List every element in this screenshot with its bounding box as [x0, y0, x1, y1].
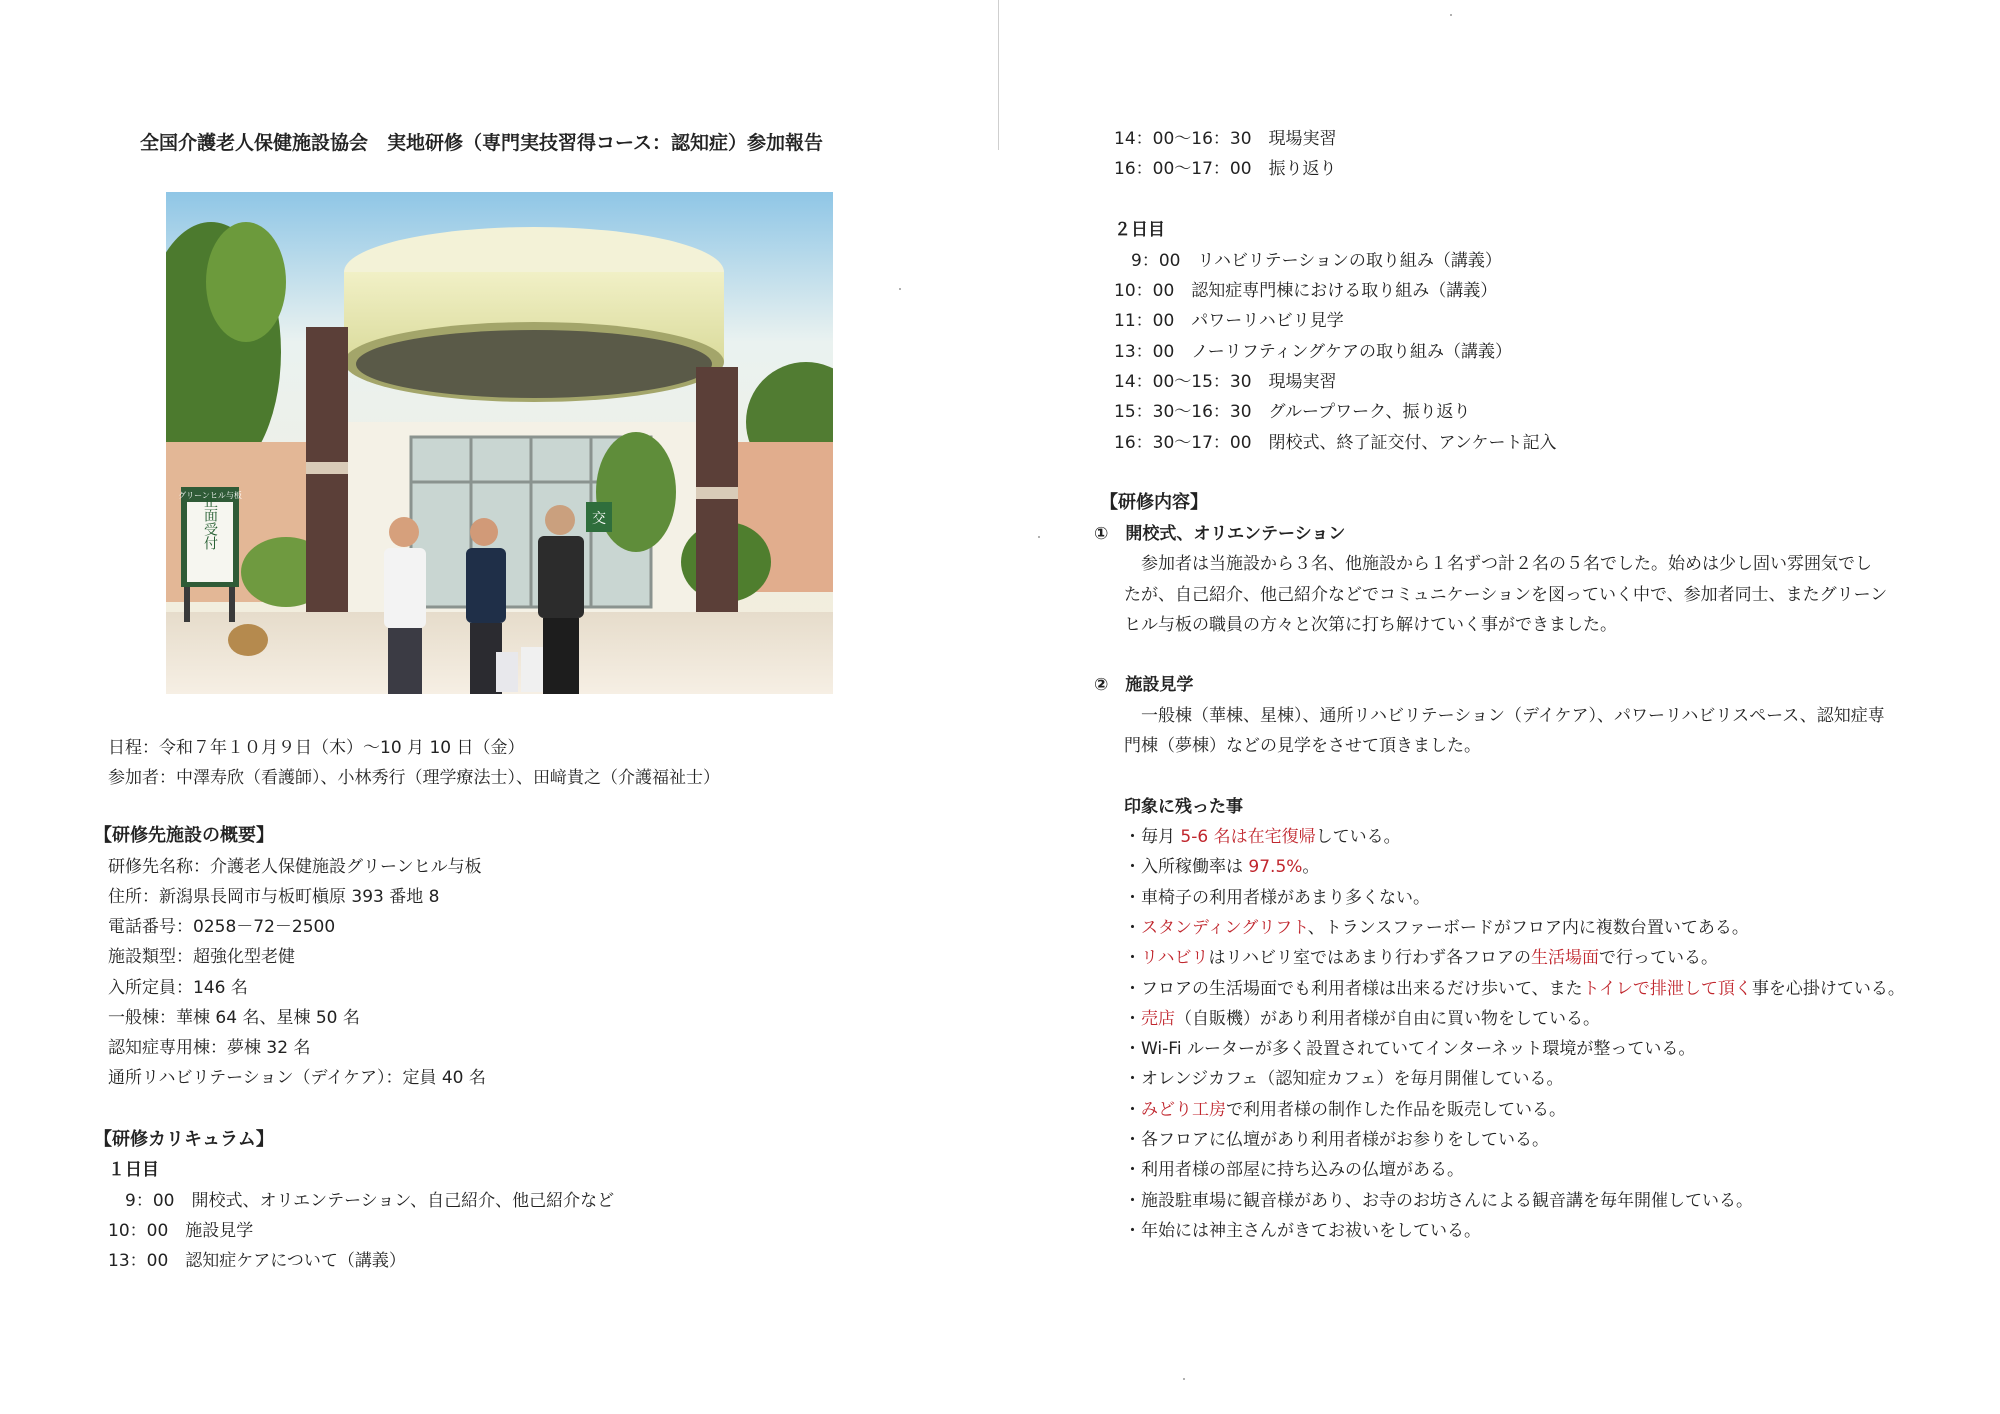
impression-text: 事を心掛けている。	[1751, 979, 1905, 999]
sign-reception-text: 正面受付	[202, 494, 218, 550]
scan-speck	[899, 288, 901, 290]
schedule-text: 日程：令和７年１０月９日（木）～10 月 10 日（金）	[108, 738, 525, 758]
impression-highlight: 売店	[1141, 1009, 1175, 1029]
impression-text: ・オレンジカフェ（認知症カフェ）を毎月開催している。	[1124, 1069, 1564, 1089]
impression-highlight: スタンディングリフト	[1141, 918, 1308, 938]
impression-text: ・車椅子の利用者様があまり多くない。	[1124, 888, 1430, 908]
sign-header-text: グリーンヒル与板	[178, 491, 242, 500]
facility-entrance-photo	[166, 192, 833, 694]
content-heading: 【研修内容】	[1100, 492, 1208, 513]
impression-item	[1124, 856, 1319, 878]
impression-text: ・施設駐車場に観音様があり、お寺のお坊さんによる観音講を毎年開催している。	[1124, 1191, 1753, 1211]
impression-text: ・	[1124, 1100, 1141, 1120]
section1-text: 参加者は当施設から３名、他施設から１名ずつ計２名の５名でした。始めは少し固い雰囲気でし	[1124, 554, 1872, 574]
impression-text: 。	[1302, 857, 1320, 877]
overview-item: 認知症専用棟：夢棟 32 名	[108, 1038, 311, 1058]
impression-text: はリハビリ室ではあまり行わず各フロアの	[1208, 948, 1531, 968]
impression-text: で利用者様の制作した作品を販売している。	[1226, 1100, 1566, 1120]
impression-text: ・年始には神主さんがきてお祓いをしている。	[1124, 1221, 1481, 1241]
overview-item: 施設類型：超強化型老健	[108, 947, 295, 967]
impression-highlight: 97.5%	[1248, 857, 1303, 877]
overview-item: 入所定員：146 名	[108, 978, 248, 998]
impression-text: している。	[1315, 827, 1401, 847]
day2-schedule-item: 10：00 認知症専門棟における取り組み（講義）	[1114, 281, 1498, 301]
impression-text: ・入所稼働率は	[1124, 857, 1249, 877]
day2-schedule-item: 11：00 パワーリハビリ見学	[1114, 311, 1344, 331]
impression-text: ・	[1124, 1009, 1141, 1029]
impression-text: ・	[1124, 948, 1141, 968]
scan-speck	[1450, 14, 1452, 16]
section2-text: 門棟（夢棟）などの見学をさせて頂きました。	[1124, 736, 1481, 756]
sign-right-text: 交	[592, 511, 606, 527]
impression-highlight: トイレで排泄して頂く	[1582, 979, 1752, 999]
scan-speck	[1183, 1378, 1185, 1380]
page-divider	[998, 0, 999, 150]
impression-item	[1124, 1159, 1464, 1181]
impression-text: ・Wi-Fi ルーターが多く設置されていてインターネット環境が整っている。	[1124, 1039, 1696, 1059]
impression-text: （自販機）があり利用者様が自由に買い物をしている。	[1175, 1009, 1600, 1029]
impression-item	[1124, 917, 1749, 939]
impression-item	[1124, 1190, 1753, 1212]
report-title: 全国介護老人保健施設協会 実地研修（専門実技習得コース：認知症）参加報告	[140, 132, 824, 154]
scan-speck	[1038, 536, 1040, 538]
overview-item: 通所リハビリテーション（デイケア）：定員 40 名	[108, 1068, 486, 1088]
overview-item: 一般棟：華棟 64 名、星棟 50 名	[108, 1008, 360, 1028]
impression-item	[1124, 887, 1430, 909]
day1-schedule-item: 14：00～16：30 現場実習	[1114, 129, 1337, 149]
day2-schedule-item: 9：00 リハビリテーションの取り組み（講義）	[1114, 251, 1502, 271]
impression-text: ・毎月	[1124, 827, 1181, 847]
section1-text: たが、自己紹介、他己紹介などでコミュニケーションを図っていく中で、参加者同士、またグリーン	[1124, 585, 1888, 605]
section1-heading: ① 開校式、オリエンテーション	[1094, 524, 1346, 544]
impression-text: で行っている。	[1599, 948, 1718, 968]
overview-item: 住所：新潟県長岡市与板町槇原 393 番地 8	[108, 887, 440, 907]
day1-schedule-item: 9：00 開校式、オリエンテーション、自己紹介、他己紹介など	[108, 1191, 615, 1211]
impression-text: ・フロアの生活場面でも利用者様は出来るだけ歩いて、また	[1124, 979, 1583, 999]
section2-heading: ② 施設見学	[1094, 675, 1194, 695]
impression-text: ・	[1124, 918, 1141, 938]
impression-item	[1124, 1038, 1695, 1060]
impression-highlight: 生活場面	[1531, 948, 1599, 968]
day2-schedule-item: 16：30～17：00 閉校式、終了証交付、アンケート記入	[1114, 433, 1557, 453]
day2-label: ２日目	[1114, 220, 1165, 240]
overview-item: 研修先名称：介護老人保健施設グリーンヒル与板	[108, 857, 482, 877]
impression-item	[1124, 1129, 1549, 1151]
impression-item	[1124, 978, 1905, 1000]
impression-highlight: 5-6 名は在宅復帰	[1180, 827, 1316, 847]
impression-item	[1124, 826, 1401, 848]
day1-schedule-item: 13：00 認知症ケアについて（講義）	[108, 1251, 406, 1271]
impression-item	[1124, 1220, 1481, 1242]
impression-highlight: リハビリ	[1141, 948, 1209, 968]
impression-text: 、トランスファーボードがフロア内に複数台置いてある。	[1307, 918, 1749, 938]
impression-item	[1124, 1008, 1600, 1030]
impression-text: ・各フロアに仏壇があり利用者様がお参りをしている。	[1124, 1130, 1549, 1150]
section1-text: ヒル与板の職員の方々と次第に打ち解けていく事ができました。	[1124, 615, 1617, 635]
impressions-heading: 印象に残った事	[1124, 797, 1243, 817]
impression-text: ・利用者様の部屋に持ち込みの仏壇がある。	[1124, 1160, 1464, 1180]
participants-text: 参加者：中澤寿欣（看護師）、小林秀行（理学療法士）、田﨑貴之（介護福祉士）	[108, 768, 720, 788]
day1-schedule-item: 16：00～17：00 振り返り	[1114, 159, 1337, 179]
section2-text: 一般棟（華棟、星棟）、通所リハビリテーション（デイケア）、パワーリハビリスペース、認知症専	[1124, 706, 1885, 726]
day1-schedule-item: 10：00 施設見学	[108, 1221, 254, 1241]
overview-item: 電話番号：0258－72－2500	[108, 917, 336, 937]
impression-item	[1124, 1068, 1563, 1090]
day1-label: １日目	[108, 1160, 159, 1180]
overview-heading: 【研修先施設の概要】	[94, 825, 274, 846]
day2-schedule-item: 13：00 ノーリフティングケアの取り組み（講義）	[1114, 342, 1513, 362]
day2-schedule-item: 14：00～15：30 現場実習	[1114, 372, 1337, 392]
impression-item	[1124, 947, 1718, 969]
day2-schedule-item: 15：30～16：30 グループワーク、振り返り	[1114, 402, 1471, 422]
impression-highlight: みどり工房	[1141, 1100, 1226, 1120]
curriculum-heading: 【研修カリキュラム】	[94, 1129, 274, 1150]
impression-item	[1124, 1099, 1566, 1121]
